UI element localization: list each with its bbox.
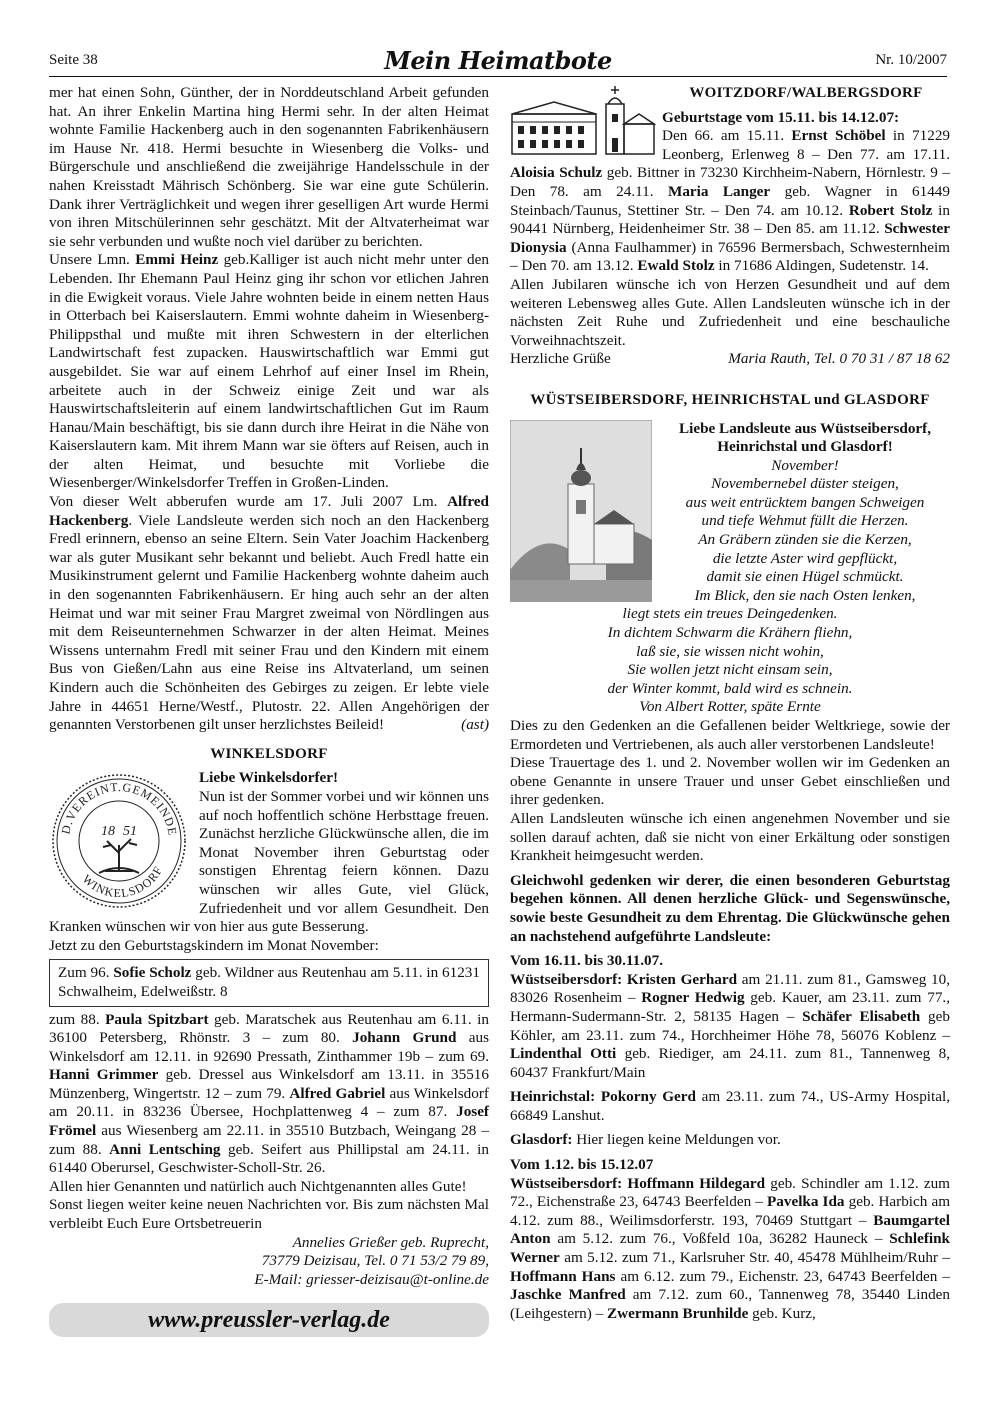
name-sofie-scholz: Sofie Scholz	[113, 964, 192, 982]
entry-text: am 7.12. zum 60., Tannenweg 78, 35440 Linden (Leihgestern) –	[510, 1286, 950, 1322]
name-alfred-hackenberg: Alfred Hackenberg	[49, 493, 489, 529]
poem-line: aus weit entrücktem bangen Schweigen	[685, 493, 925, 511]
obituary-emmi: Unsere Lmn. Emmi Heinz geb.Kalliger ist auch nicht mehr unter den Lebenden. Ihr Ehemann Paul Heinz ging ihr schon vor etlichen Jahren in die Ewigkeit voraus. Viele Jahre wohnten beide in einem netten Haus in Otterbach bei Kaiserslautern. Emmi wohnte daheim in Wiesenberg-Philippsthal und mußte mit ihren Schwestern in der elterlichen Landwirtschaft fest zupacken. Hauswirtschaftlich war Emmi gut ausgebildet. Sie war auf einem Lehrhof auf einer Insel im Rhein, arbeitete auch in der Schweiz einige Zeit und war als Hauswirtschaftsleiterin auf einem landwirtschaftlichen Gut im Raum Hanau/Main beschäftigt, bis sie dann durch ihre Heirat in die Nähe von Kaiserslautern kam. Mit ihrem Mann war sie öfters auf Reisen, auch in der alten Heimat, und besuchte mit Vorliebe die Wiesenberger/Winkelsdorfer Treffen in Großen-Linden.	[49, 251, 489, 492]
entry-text: geb. Seifert aus Phillipstal am 24.11. in 61440 Oberursel, Geschwister-Scholl-Str. 26.	[49, 1140, 489, 1177]
person-name: Aloisia Schulz	[510, 164, 603, 182]
poem-line: In dichtem Schwarm die Krähern fliehn,	[607, 624, 853, 642]
person-name: Baumgartel Anton	[510, 1211, 950, 1248]
highlight-box: Zum 96. Sofie Scholz geb. Wildner aus Reutenhau am 5.11. in 61231 Schwalheim, Edelweißstr. 8	[49, 959, 489, 1006]
poem-author: Von Albert Rotter, späte Ernte	[639, 698, 821, 716]
poem-line: An Gräbern zünden sie die Kerzen,	[698, 531, 912, 549]
entry-text: am 5.12. zum 76., Voßfeld 10a, 36282 Hauneck –	[550, 1230, 890, 1248]
person-name: Lindenthal Otti	[510, 1045, 617, 1063]
poem-line: Novembernebel düster steigen,	[711, 475, 899, 493]
left-column	[49, 84, 489, 1337]
person-name: Ernst Schöbel	[791, 127, 886, 145]
winkelsdorf-greeting: Liebe Winkelsdorfer!	[199, 769, 339, 787]
entry-text: in 71686 Aldingen, Sudetenstr. 14.	[714, 257, 929, 275]
poem-line: damit sie einen Hügel schmückt.	[706, 568, 904, 586]
obituary-alfred: Von dieser Welt abberufen wurde am 17. Juli 2007 Lm. Alfred Hackenberg. Viele Landsleute werden sich noch an den Hackenberg Fredl erinnern, ebenso an seine Eltern. Sein Vater Joachim Hackenberg war als guter Musikant sehr bekannt und beliebt. Auch Fredl hatte ein Musikinstrument gelernt und Familie Hackenberg wohnte daheim auch in den sogenannten Fabrikenhäusern. Er hing auch sehr an der alten Heimat und war mit seiner Frau Margret zweimal von Nördlingen aus mit dem Reiseunternehmen Schwarzer in der alten Heimat. Meines Wissens unternahm Fredl mit seiner Frau und den Kindern mit einem Bus von Gießen/Lahn aus eine Reise ins Altvaterland, um seinen Kindern auch die Schönheiten des Gebirges zu zeigen. Er lebte viele Jahre in 44651 Herne/Westf., Plutostr. 22. Allen Angehörigen der genannten Verstorbenen gilt unser herzlichstes Beileid! (ast)	[49, 493, 489, 734]
entry-text: geb. Riediger, am 24.11. zum 81., Tannenweg 8, 60437 Frankfurt/Main	[510, 1045, 950, 1081]
person-name: Zwermann Brunhilde	[607, 1304, 749, 1322]
wuestseibersdorf-greeting: Liebe Landsleute aus Wüstseibersdorf, Heinrichstal und Glasdorf!	[678, 419, 932, 456]
person-name: Paula Spitzbart	[105, 1010, 209, 1028]
church-village-image	[510, 84, 656, 158]
author-sign: (ast)	[461, 716, 489, 734]
village-seal-image	[49, 771, 189, 911]
obituary-hermi: mer hat einen Sohn, Günther, der in Norddeutschland Arbeit gefunden hat. An ihrer Enkelin Martina hing Hermi sehr. In der alten Heimat wohnte Familie Hackenberg auch in den sogenannten Fabrikenhäusern im Hause Nr. 418. Hermi besuchte in Wiesenberg die Volks- und Bürgerschule und anschließend die zweijährige Handelsschule in der nahen Kreisstadt Mährisch Schönberg. Sie war eine gute Schülerin. Dank ihrer Verträglichkeit und wegen ihrer geselligen Art wurde Hermi von ihren Mitschülerinnen sehr geschätzt. Mit der Altvaterheimat war sie sehr verbunden und wußte noch viel darüber zu berichten.	[49, 84, 489, 250]
winkelsdorf-wishes: Allen hier Genannten und natürlich auch Nichtgenannten alles Gute!	[49, 1177, 467, 1195]
signature-address: 73779 Deizisau, Tel. 0 71 53/2 79 89,	[261, 1252, 489, 1270]
entry-text: am 5.12. zum 71., Karlsruher Str. 40, 45478 Mühlheim/Ruhr –	[559, 1249, 950, 1267]
entry-text: geb. Harbich am 4.12. zum 88., Weilimsdorferstr. 193, 70469 Stuttgart –	[510, 1193, 951, 1229]
woitzdorf-subheading: Geburtstage vom 15.11. bis 14.12.07:	[662, 108, 900, 126]
entry-text: geb. Wagner in 61449 Steinbach/Taunus, Stettiner Str. – Den 74. am 10.12.	[510, 182, 950, 219]
right-column	[510, 84, 950, 1323]
person-name: Heinrichstal: Pokorny Gerd	[510, 1088, 696, 1106]
person-name: Josef Frömel	[49, 1103, 489, 1140]
entry-text: in 71229 Leonberg, Erlenweg 8 – Den 77. am 17.11.	[662, 127, 951, 163]
poem-line: Im Blick, den sie nach Osten lenken,	[694, 586, 916, 604]
poem-line: die letzte Aster wird gepflückt,	[712, 549, 898, 567]
page-header	[49, 46, 947, 76]
person-name: Schwester Dionysia	[510, 220, 950, 256]
person-name: Pavelka Ida	[766, 1193, 845, 1211]
period-2-heading: Vom 1.12. bis 15.12.07	[510, 1156, 654, 1174]
svg-text:18: 18	[101, 824, 115, 840]
church-photo-image	[510, 420, 652, 602]
winkelsdorf-heading: WINKELSDORF	[210, 745, 328, 762]
entry-text: aus Wiesenberg am 22.11. in 35510 Butzbach, Weingang 28 – zum 88.	[49, 1122, 489, 1158]
entry-text: geb. Maratschek aus Reutenhau am 6.11. in 36100 Petersberg, Rhönstr. 3 – zum 80.	[49, 1010, 489, 1047]
winkelsdorf-intro: Nun ist der Sommer vorbei und wir können uns auf noch hoffentlich schöne Herbsttage freuen. Zunächst herzliche Glückwünsche allen, die im Monat November ihren Geburtstag oder sonstigen Ehrentag feiern können. Dazu wünschen wir alles Gute, viel Glück, Zufriedenheit und vor allem Gesundheit. Den Kranken wünschen wir von hier aus gute Besserung.	[49, 787, 489, 936]
header-rule	[49, 76, 947, 77]
person-name: Robert Stolz	[848, 201, 933, 219]
entry-text: Den 66. am 15.11.	[662, 127, 792, 145]
person-name: Wüstseibersdorf: Kristen Gerhard	[510, 970, 738, 988]
publisher-url[interactable]: www.preussler-verlag.de	[49, 1303, 489, 1337]
entry-text: am 23.11. zum 74., US-Army Hospital, 66849 Lanshut.	[510, 1088, 950, 1124]
entry-text: geb. Bittner in 73230 Kirchheim-Nabern, Hörnlestr. 9 – Den 78. am 24.11.	[510, 164, 950, 200]
entry-text: geb. Kurz,	[748, 1304, 816, 1322]
person-name: Anni Lentsching	[109, 1140, 221, 1158]
entry-text: aus Winkelsdorf am 12.11. in 92690 Pressath, Zinthammer 19b – zum 69.	[49, 1029, 489, 1065]
entry-text: geb. Schindler am 1.12. zum 72., Eichenstraße 23, 64743 Beerfelden –	[510, 1174, 950, 1211]
entry-text: (Anna Faulhammer) in 76596 Bermersbach, Schwesternheim – Den 70. am 13.12.	[510, 238, 950, 275]
entry-text: Hier liegen keine Meldungen vor.	[572, 1131, 781, 1149]
winkelsdorf-closing: Sonst liegen weiter keine neuen Nachrichten vor. Bis zum nächsten Mal verbleibt Euch Eure Ortsbetreuerin	[49, 1196, 489, 1233]
person-name: Hanni Grimmer	[49, 1066, 159, 1084]
period-1-glasdorf	[510, 1131, 950, 1150]
woitzdorf-signature: Herzliche Grüße Maria Rauth, Tel. 0 70 31 / 87 18 62	[510, 350, 950, 368]
period-1-wuestseibersdorf	[510, 971, 950, 1083]
entry-text: aus Winkelsdorf am 20.11. in 83236 Übersee, Hochplattenweg 4 – zum 87.	[49, 1084, 489, 1121]
person-name: Alfred Gabriel	[289, 1084, 386, 1102]
wuestseibersdorf-wishes: Allen Landsleuten wünsche ich einen angenehmen November und sie sollen darauf achten, daß sie nicht von einer Erkältung oder sonstigen Krankheit heimgesucht werden.	[510, 809, 950, 865]
entry-text: in 90441 Nürnberg, Heidenheimer Str. 38 – Den 85. am 11.12.	[510, 201, 950, 238]
signature-name: Annelies Grießer geb. Ruprecht,	[292, 1233, 489, 1251]
person-name: Schäfer Elisabeth	[802, 1007, 921, 1025]
wuestseibersdorf-lead: Gleichwohl gedenken wir derer, die einen besonderen Geburtstag begehen können. All denen herzliche Glück- und Segenswünsche, sowie beste Gesundheit zu dem Ehrentag. Die Glückwünsche gehen an nachstehend aufgeführte Landsleute:	[510, 871, 950, 945]
page-number: Seite 38	[49, 52, 98, 68]
person-name: Schlefink Werner	[510, 1230, 950, 1267]
period-2-wuestseibersdorf	[510, 1175, 950, 1324]
person-name: Rogner Hedwig	[641, 989, 745, 1007]
entry-text: am 21.11. zum 81., Gamsweg 10, 83026 Rosenheim –	[510, 970, 950, 1007]
poem-line: der Winter kommt, bald wird es schnein.	[607, 679, 853, 697]
period-1-heading: Vom 16.11. bis 30.11.07.	[510, 952, 664, 970]
entry-text: zum 88.	[49, 1010, 106, 1028]
person-name: Maria Langer	[668, 182, 771, 200]
poem-line: liegt stets ein treues Deingedenken.	[622, 605, 838, 623]
entry-text: geb Köhler, am 23.11. zum 74., Horchheimer Höhe 78, 56076 Koblenz –	[510, 1007, 950, 1044]
wuestseibersdorf-mourning: Diese Trauertage des 1. und 2. November wollen wir im Gedenken an obene Genannte in unsere Trauer und unser Gebet einschließen und ihrer gedenken.	[510, 754, 950, 809]
poem-line: und tiefe Wehmut füllt die Herzen.	[701, 512, 909, 530]
issue-number: Nr. 10/2007	[875, 52, 947, 68]
person-name: Jaschke Manfred	[510, 1286, 626, 1304]
svg-text:WINKELSDORF: WINKELSDORF	[79, 863, 166, 901]
wuestseibersdorf-memorial: Dies zu den Gedenken an die Gefallenen beider Weltkriege, sowie der Ermordeten und Vertriebenen, als auch aller verstorbenen Landsleute!	[510, 717, 950, 753]
poem-line: laß sie, sie wissen nicht wohin,	[636, 642, 824, 660]
winkelsdorf-lead: Jetzt zu den Geburtstagskindern im Monat November:	[49, 936, 379, 954]
person-name: Wüstseibersdorf: Hoffmann Hildegard	[510, 1174, 766, 1192]
woitzdorf-heading: WOITZDORF/WALBERGSDORF	[689, 85, 923, 101]
signature-email: E-Mail: griesser-deizisau@t-online.de	[254, 1270, 489, 1288]
wuestseibersdorf-heading: WÜSTSEIBERSDORF, HEINRICHSTAL und GLASDORF	[530, 391, 930, 408]
person-name: Glasdorf:	[510, 1131, 573, 1149]
poem-line: November!	[771, 456, 839, 474]
winkelsdorf-birthdays	[49, 1011, 489, 1178]
period-1-heinrichstal	[510, 1088, 950, 1125]
name-emmi-heinz: Emmi Heinz	[135, 251, 219, 269]
person-name: Ewald Stolz	[637, 257, 715, 275]
masthead: Mein Heimatbote	[384, 46, 612, 75]
woitzdorf-wishes: Allen Jubilaren wünsche ich von Herzen Gesundheit und auf dem weiteren Lebensweg alles Gute. Allen Landsleuten wünsche ich in der nächsten Zeit Ruhe und Zufriedenheit und eine beschauliche Vorweihnachtszeit.	[510, 275, 950, 349]
svg-text:51: 51	[123, 824, 137, 840]
entry-text: geb. Kauer, am 23.11. zum 77., Hermann-Sudermann-Str. 2, 58135 Hagen –	[510, 989, 951, 1025]
entry-text: am 6.12. zum 79., Eichenstr. 23, 64743 Beerfelden –	[615, 1267, 950, 1285]
person-name: Hoffmann Hans	[510, 1267, 616, 1285]
poem-line: Sie wollen jetzt nicht einsam sein,	[627, 661, 833, 679]
svg-text:D.VEREINT.GEMEINDE: D.VEREINT.GEMEINDE	[58, 780, 180, 838]
entry-text: geb. Dressel aus Winkelsdorf am 13.11. in 35516 Münzenberg, Wingertstr. 12 – zum 79.	[49, 1066, 489, 1102]
person-name: Johann Grund	[352, 1029, 457, 1047]
